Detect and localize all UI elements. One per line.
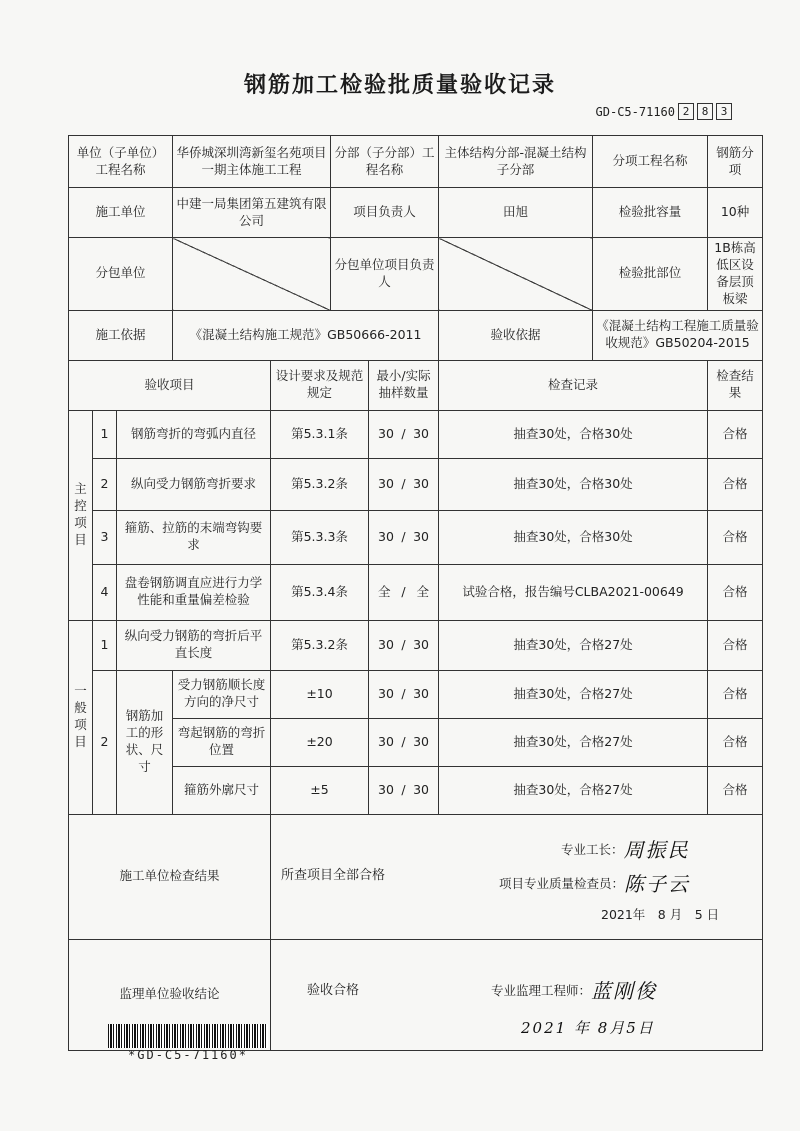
- item-sample: [369, 718, 439, 766]
- item-sample: [369, 670, 439, 718]
- construction-content: [271, 814, 763, 939]
- sample-actual: 全: [416, 583, 430, 599]
- qc-line: [499, 871, 690, 898]
- item-name: 盘卷钢筋调直应进行力学性能和重量偏差检验: [117, 564, 271, 620]
- table-row: [69, 620, 763, 670]
- item-record: 试验合格，报告编号CLBA2021-00649: [439, 564, 708, 620]
- contractor-value: 中建一局集团第五建筑有限公司: [173, 188, 331, 238]
- table-row: [69, 458, 763, 510]
- acceptance-basis-value: 《混凝土结构工程施工质量验收规范》GB50204-2015: [593, 310, 763, 360]
- doc-box-3: 3: [716, 103, 732, 120]
- sub-item-name: 箍筋外廓尺寸: [173, 766, 271, 814]
- foreman-label: 专业工长：: [561, 841, 624, 857]
- construction-text: 所查项目全部合格: [281, 867, 386, 883]
- item-sample: [369, 564, 439, 620]
- item-sample: [369, 620, 439, 670]
- item-sample: [369, 766, 439, 814]
- division-label: 分部（子分部）工程名称: [331, 136, 439, 188]
- item-result: 合格: [708, 410, 763, 458]
- table-row: [69, 766, 763, 814]
- document-number: [596, 103, 732, 120]
- construction-label: 施工单位检查结果: [69, 814, 271, 939]
- basis-label: 施工依据: [69, 310, 173, 360]
- sample-actual: 30: [413, 425, 430, 441]
- page-title: 钢筋加工检验批质量验收记录: [243, 73, 556, 98]
- sample-slash: /: [401, 781, 406, 797]
- sample-min: 30: [378, 733, 394, 749]
- item-no: 2: [93, 458, 117, 510]
- sample-min: 30: [378, 475, 394, 491]
- item-result: 合格: [708, 620, 763, 670]
- item-sample: [369, 410, 439, 458]
- item-sample: [369, 510, 439, 564]
- item-name: 纵向受力钢筋的弯折后平直长度: [117, 620, 271, 670]
- item-no: 4: [93, 564, 117, 620]
- item-name: 钢筋弯折的弯弧内直径: [117, 410, 271, 458]
- unit-label: 单位（子单位）工程名称: [69, 136, 173, 188]
- item-name: 箍筋、拉筋的末端弯钩要求: [117, 510, 271, 564]
- header-row-basis: [69, 310, 763, 360]
- header-row-unit: [69, 136, 763, 188]
- sample-min: 全: [378, 583, 391, 599]
- batch-capacity-value: 10种: [708, 188, 763, 238]
- table-row: [69, 564, 763, 620]
- item-name: 纵向受力钢筋弯折要求: [117, 458, 271, 510]
- col-sample: 最小/实际抽样数量: [369, 360, 439, 410]
- sub-item-name: 受力钢筋顺长度方向的净尺寸: [173, 670, 271, 718]
- qc-signature: 陈子云: [624, 871, 691, 896]
- pm-value: 田旭: [439, 188, 593, 238]
- table-row: [69, 410, 763, 458]
- item-record: 抽查30处，合格30处: [439, 410, 708, 458]
- item-clause: 第5.3.2条: [271, 620, 369, 670]
- header-row-contractor: [69, 188, 763, 238]
- contractor-label: 施工单位: [69, 188, 173, 238]
- item-name: 钢筋加工的形状、尺寸: [117, 670, 173, 814]
- barcode-text: *GD-C5-71160*: [128, 1048, 248, 1062]
- item-record: 抽查30处，合格30处: [439, 510, 708, 564]
- sample-actual: 30: [413, 528, 430, 544]
- item-result: 合格: [708, 564, 763, 620]
- item-result: 合格: [708, 718, 763, 766]
- sub-item-tolerance: ±10: [271, 670, 369, 718]
- batch-part-label: 检验批部位: [593, 238, 708, 311]
- subitem-label: 分项工程名称: [593, 136, 708, 188]
- item-no: 3: [93, 510, 117, 564]
- item-record: 抽查30处，合格27处: [439, 718, 708, 766]
- col-record: 检查记录: [439, 360, 708, 410]
- acceptance-basis-label: 验收依据: [439, 310, 593, 360]
- construction-result-row: [69, 814, 763, 939]
- sample-actual: 30: [413, 733, 430, 749]
- engineer-signature: 蓝刚俊: [591, 978, 658, 1003]
- supervision-date: 2021 年 8月5日: [521, 1018, 655, 1037]
- basis-value: 《混凝土结构施工规范》GB50666-2011: [173, 310, 439, 360]
- barcode: [108, 1024, 268, 1048]
- batch-part-value: 1B栋高低区设备层顶板梁: [708, 238, 763, 311]
- division-value: 主体结构分部-混凝土结构子分部: [439, 136, 593, 188]
- item-result: 合格: [708, 510, 763, 564]
- qc-label: 项目专业质量检查员：: [499, 875, 625, 891]
- sample-min: 30: [378, 636, 394, 652]
- sample-slash: /: [401, 528, 406, 544]
- engineer-line: [491, 978, 657, 1005]
- item-no: 2: [93, 670, 117, 814]
- column-heading-row: [69, 360, 763, 410]
- sub-pm-value-empty: [439, 238, 593, 311]
- sample-min: 30: [378, 781, 394, 797]
- subcontractor-label: 分包单位: [69, 238, 173, 311]
- header-row-sub: [69, 238, 763, 311]
- sample-actual: 30: [413, 781, 430, 797]
- sample-slash: /: [401, 685, 406, 701]
- item-no: 1: [93, 410, 117, 458]
- batch-capacity-label: 检验批容量: [593, 188, 708, 238]
- table-row: [69, 510, 763, 564]
- item-sample: [369, 458, 439, 510]
- col-design: 设计要求及规范规定: [271, 360, 369, 410]
- foreman-line: [561, 837, 690, 864]
- sample-slash: /: [401, 583, 406, 599]
- table-row: [69, 670, 763, 718]
- item-clause: 第5.3.3条: [271, 510, 369, 564]
- supervision-content: [271, 939, 763, 1050]
- sub-item-tolerance: ±20: [271, 718, 369, 766]
- item-clause: 第5.3.4条: [271, 564, 369, 620]
- item-result: 合格: [708, 458, 763, 510]
- unit-value: 华侨城深圳湾新玺名苑项目一期主体施工工程: [173, 136, 331, 188]
- sub-item-tolerance: ±5: [271, 766, 369, 814]
- sample-slash: /: [401, 733, 406, 749]
- sample-actual: 30: [413, 475, 430, 491]
- col-item: 验收项目: [69, 360, 271, 410]
- item-record: 抽查30处，合格30处: [439, 458, 708, 510]
- sample-slash: /: [401, 475, 406, 491]
- inspection-table: [68, 135, 763, 1051]
- item-clause: 第5.3.2条: [271, 458, 369, 510]
- general-group-label: 一 般 项 目: [69, 620, 93, 814]
- doc-box-1: 2: [678, 103, 694, 120]
- sample-slash: /: [401, 636, 406, 652]
- sample-actual: 30: [413, 636, 430, 652]
- supervision-label: 监理单位验收结论: [69, 939, 271, 1050]
- sample-slash: /: [401, 425, 406, 441]
- sample-min: 30: [378, 425, 394, 441]
- pm-label: 项目负责人: [331, 188, 439, 238]
- supervision-text: 验收合格: [307, 982, 360, 998]
- item-record: 抽查30处，合格27处: [439, 620, 708, 670]
- item-result: 合格: [708, 670, 763, 718]
- foreman-signature: 周振民: [623, 837, 690, 862]
- construction-date: 2021年 8 月 5 日: [601, 906, 720, 922]
- item-clause: 第5.3.1条: [271, 410, 369, 458]
- item-record: 抽查30处，合格27处: [439, 670, 708, 718]
- doc-box-2: 8: [697, 103, 713, 120]
- item-result: 合格: [708, 766, 763, 814]
- item-record: 抽查30处，合格27处: [439, 766, 708, 814]
- subitem-value: 钢筋分项: [708, 136, 763, 188]
- document-prefix: GD-C5-71160: [595, 104, 675, 119]
- item-no: 1: [93, 620, 117, 670]
- sub-item-name: 弯起钢筋的弯折位置: [173, 718, 271, 766]
- sample-min: 30: [378, 528, 394, 544]
- engineer-label: 专业监理工程师：: [491, 982, 592, 998]
- main-group-label: 主 控 项 目: [69, 410, 93, 620]
- table-row: [69, 718, 763, 766]
- subcontractor-value-empty: [173, 238, 331, 311]
- sample-actual: 30: [413, 685, 430, 701]
- sub-pm-label: 分包单位项目负责人: [331, 238, 439, 311]
- col-result: 检查结果: [708, 360, 763, 410]
- sample-min: 30: [378, 685, 394, 701]
